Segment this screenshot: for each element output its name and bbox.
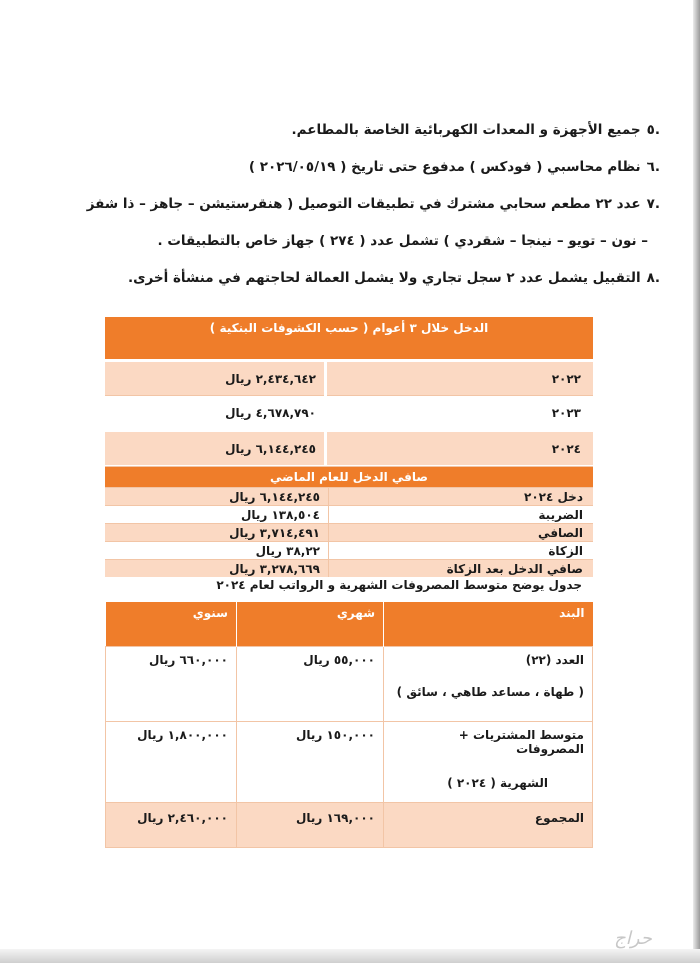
label-cell: الضريبة [329, 506, 594, 524]
list-item-8 [40, 260, 660, 297]
year-cell: ٢٠٢٣ [326, 396, 594, 431]
year-cell: ٢٠٢٢ [326, 361, 594, 396]
list-item-5 [40, 112, 660, 149]
item-line: العدد (٢٢) [525, 653, 584, 667]
label-cell: الصافي [329, 524, 594, 542]
value-cell: ٣,٢٧٨,٦٦٩ ريال [105, 560, 329, 578]
list-item-7 [40, 186, 660, 223]
table-row [106, 647, 593, 722]
expense-table [105, 602, 593, 848]
yearly-cell: ٦٦٠,٠٠٠ ريال [106, 647, 237, 722]
monthly-cell: ٥٥,٠٠٠ ريال [237, 647, 384, 722]
list-number: .٥ [646, 122, 660, 138]
item-line: متوسط المشتريات + المصروفات [458, 728, 584, 756]
value-cell: ٢,٤٣٤,٦٤٢ ريال [105, 361, 326, 396]
table-row [105, 560, 593, 578]
table-row [105, 542, 593, 560]
label-cell: دخل ٢٠٢٤ [329, 488, 594, 506]
table-row [106, 722, 593, 803]
list-text: عدد ٢٢ مطعم سحابي مشترك في تطبيقات التوصيل ( هنقرستيشن – جاهز – ذا شفز [86, 196, 641, 212]
feature-list [40, 112, 660, 297]
header-yearly: سنوي [106, 602, 237, 647]
list-text: – نون – تويو – نينجا – شقردي ) تشمل عدد ( ٢٧٤ ) جهاز خاص بالتطبيقات . [157, 233, 648, 249]
list-number: .٦ [646, 159, 660, 175]
header-monthly: شهري [237, 602, 384, 647]
value-cell: ٦,١٤٤,٢٤٥ ريال [105, 488, 329, 506]
value-cell: ٣,٧١٤,٤٩١ ريال [105, 524, 329, 542]
list-item-6 [40, 149, 660, 186]
value-cell: ٣٨,٢٢ ريال [105, 542, 329, 560]
expense-table-caption: جدول يوضح متوسط المصروفات الشهرية و الرواتب لعام ٢٠٢٤ [216, 578, 582, 592]
item-line: ( طهاة ، مساعد طاهي ، سائق ) [396, 685, 584, 699]
list-item-7-continued [40, 223, 660, 260]
table-row [106, 803, 593, 848]
item-cell: المجموع [384, 803, 593, 848]
label-cell: صافي الدخل بعد الزكاة [329, 560, 594, 578]
header-item: البند [384, 602, 593, 647]
table-row [105, 524, 593, 542]
net-income-table [105, 466, 593, 577]
item-line: الشهرية ( ٢٠٢٤ ) [447, 776, 548, 790]
table-row [105, 506, 593, 524]
monthly-cell: ١٦٩,٠٠٠ ريال [237, 803, 384, 848]
list-text: جميع الأجهزة و المعدات الكهربائية الخاصة بالمطاعم. [291, 122, 641, 138]
net-income-table-title: صافي الدخل للعام الماضي [105, 467, 593, 488]
list-number: .٧ [646, 196, 660, 212]
item-cell [384, 647, 593, 722]
yearly-cell: ١,٨٠٠,٠٠٠ ريال [106, 722, 237, 803]
income-table-title: الدخل خلال ٣ أعوام ( حسب الكشوفات البنكية ) [105, 316, 593, 361]
value-cell: ٤,٦٧٨,٧٩٠ ريال [105, 396, 326, 431]
label-cell: الزكاة [329, 542, 594, 560]
table-row [105, 488, 593, 506]
value-cell: ١٣٨,٥٠٤ ريال [105, 506, 329, 524]
value-cell: ٦,١٤٤,٢٤٥ ريال [105, 431, 326, 466]
income-table [105, 314, 593, 465]
table-row [105, 361, 593, 396]
table-row [105, 431, 593, 466]
yearly-cell: ٢,٤٦٠,٠٠٠ ريال [106, 803, 237, 848]
page-bottom-shadow [0, 949, 700, 963]
list-text: نظام محاسبي ( فودكس ) مدفوع حتى تاريخ ( ٢٠٢٦/٠٥/١٩ ) [248, 159, 641, 175]
page-edge-shadow [693, 0, 700, 963]
list-number: .٨ [646, 270, 660, 286]
year-cell: ٢٠٢٤ [326, 431, 594, 466]
table-row [105, 396, 593, 431]
monthly-cell: ١٥٠,٠٠٠ ريال [237, 722, 384, 803]
watermark-logo: حراج [614, 928, 652, 949]
list-text: التقبيل يشمل عدد ٢ سجل تجاري ولا يشمل العمالة لحاجتهم في منشأة أخرى. [127, 270, 641, 286]
item-cell [384, 722, 593, 803]
